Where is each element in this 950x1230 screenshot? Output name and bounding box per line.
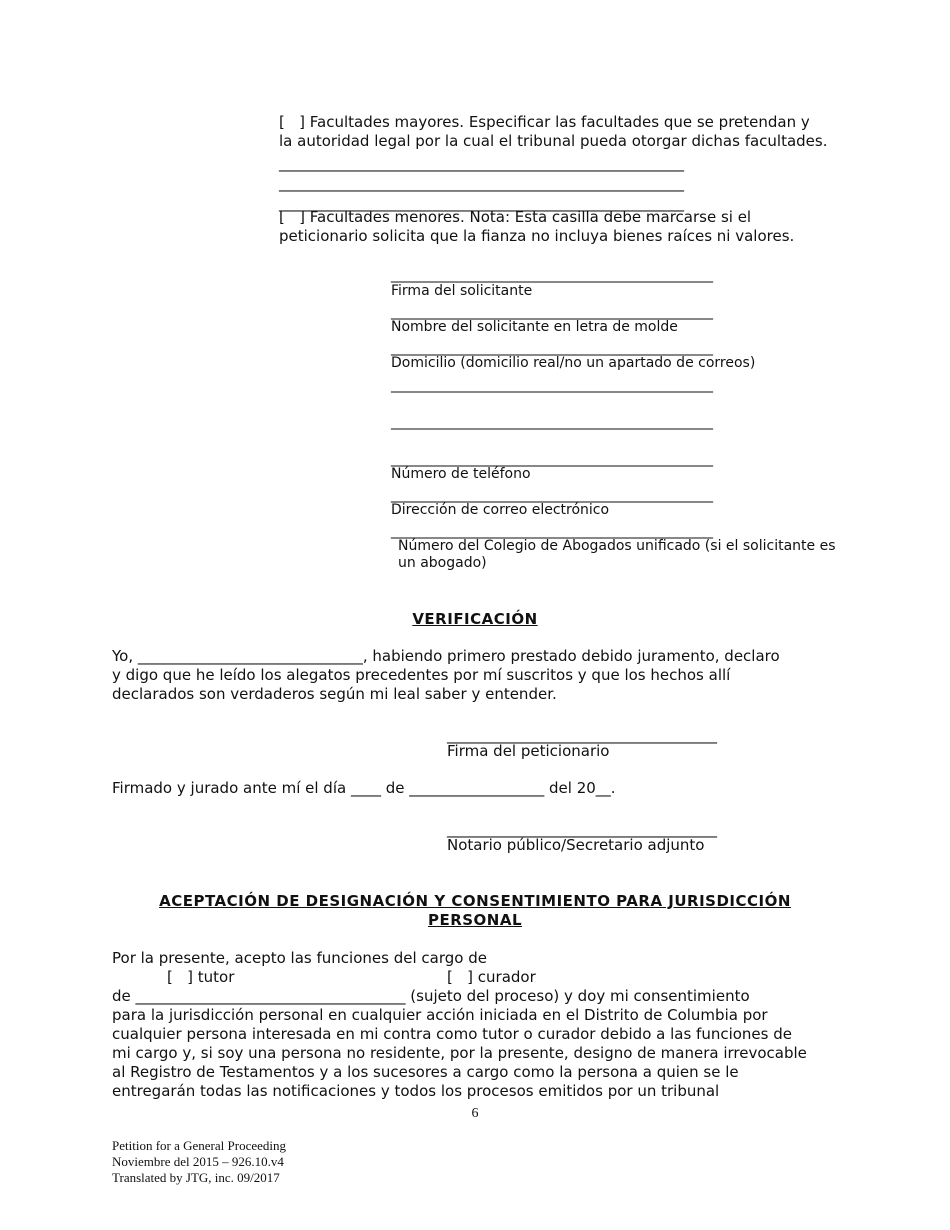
- acceptance-heading-cont: PERSONAL: [427, 911, 523, 929]
- verification-text-3: declarados son verdaderos según mi leal saber y entender.: [112, 685, 557, 703]
- major-powers-blank-1: ______________________________________________________: [279, 154, 684, 172]
- notary-signature-line: ____________________________________: [447, 820, 717, 838]
- major-powers-blank-3: ______________________________________________________: [279, 194, 684, 212]
- acceptance-text-6: al Registro de Testamentos y a los sucesores a cargo como la persona a quien se le: [112, 1063, 739, 1081]
- address-blank-1: ______________________________________________: [391, 377, 713, 393]
- footer-line-2: Noviembre del 2015 – 926.10.v4: [112, 1154, 284, 1169]
- bar-number-label: Número del Colegio de Abogados unificado (si el solicitante es: [398, 538, 836, 554]
- curador-option: [ ] curador: [447, 968, 536, 986]
- acceptance-text-7: entregarán todas las notificaciones y todos los procesos emitidos por un tribunal: [112, 1082, 720, 1100]
- address-label: Domicilio (domicilio real/no un apartado de correos): [391, 355, 756, 371]
- footer-line-1: Petition for a General Proceeding: [112, 1138, 286, 1153]
- footer-line-3: Translated by JTG, inc. 09/2017: [112, 1170, 280, 1185]
- tutor-option: [ ] tutor: [167, 968, 235, 986]
- major-powers-option: [ ] Facultades mayores. Especificar las facultades que se pretendan y: [279, 113, 810, 131]
- minor-powers-text: peticionario solicita que la fianza no incluya bienes raíces ni valores.: [279, 227, 795, 245]
- address-blank-2: ______________________________________________: [391, 414, 713, 430]
- verification-heading: VERIFICACIÓN: [412, 610, 538, 628]
- acceptance-text-4: cualquier persona interesada en mi contra como tutor o curador debido a las funciones de: [112, 1025, 792, 1043]
- acceptance-heading: ACEPTACIÓN DE DESIGNACIÓN Y CONSENTIMIENTO PARA JURISDICCIÓN: [159, 892, 791, 910]
- verification-text-2: y digo que he leído los alegatos precedentes por mí suscritos y que los hechos allí: [112, 666, 731, 684]
- signature-line: ______________________________________________: [391, 267, 713, 283]
- acceptance-text-3: para la jurisdicción personal en cualquier acción iniciada en el Distrito de Columbia por: [112, 1006, 768, 1024]
- minor-powers-option: [ ] Facultades menores. Nota: Esta casilla debe marcarse si el: [279, 208, 752, 226]
- address-line: ______________________________________________: [391, 340, 713, 356]
- acceptance-text-2: de ____________________________________ (sujeto del proceso) y doy mi consentimiento: [112, 987, 750, 1005]
- petitioner-signature-label: Firma del peticionario: [447, 742, 610, 760]
- verification-text-1: Yo, ______________________________, habiendo primero prestado debido juramento, declaro: [112, 647, 780, 665]
- email-label: Dirección de correo electrónico: [391, 502, 610, 518]
- major-powers-blank-2: ______________________________________________________: [279, 174, 684, 192]
- acceptance-text-5: mi cargo y, si soy una persona no residente, por la presente, designo de manera irrevocable: [112, 1044, 807, 1062]
- bar-number-label-cont: un abogado): [398, 555, 487, 571]
- notary-label: Notario público/Secretario adjunto: [447, 836, 705, 854]
- phone-line: ______________________________________________: [391, 451, 713, 467]
- applicant-name-label: Nombre del solicitante en letra de molde: [391, 319, 678, 335]
- major-powers-text: la autoridad legal por la cual el tribunal pueda otorgar dichas facultades.: [279, 132, 828, 150]
- petitioner-signature-line: ____________________________________: [447, 726, 717, 744]
- phone-label: Número de teléfono: [391, 466, 531, 482]
- email-line: ______________________________________________: [391, 487, 713, 503]
- sworn-date-line: Firmado y jurado ante mí el día ____ de __________________ del 20__.: [112, 779, 616, 797]
- acceptance-text-1: Por la presente, acepto las funciones del cargo de: [112, 949, 487, 967]
- page-number: 6: [471, 1106, 479, 1121]
- bar-number-line: ______________________________________________: [391, 523, 713, 539]
- name-line: ______________________________________________: [391, 304, 713, 320]
- applicant-signature-label: Firma del solicitante: [391, 283, 533, 299]
